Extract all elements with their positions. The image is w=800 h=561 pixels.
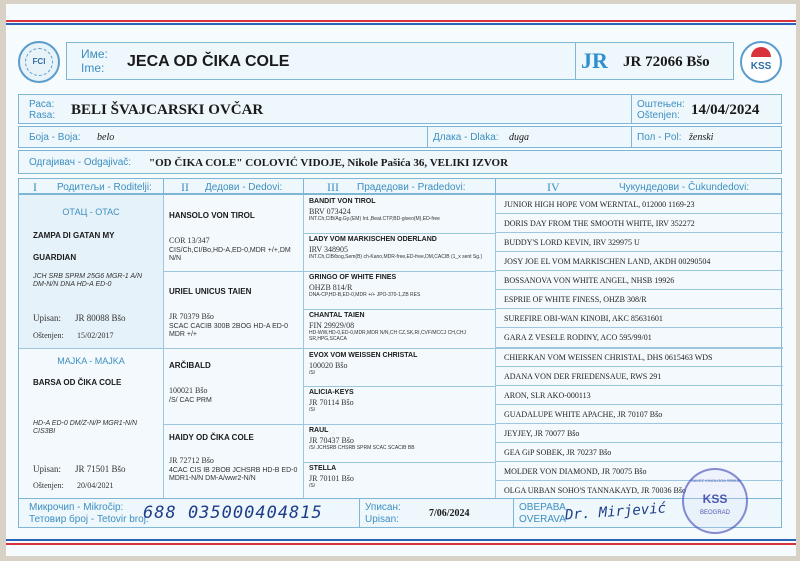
top-flag-stripes [6,20,796,27]
color-value: belo [97,132,115,143]
great-grandparent-6: ALICIA-KEYS JR 70114 Bšo /S/ [309,389,354,413]
grandparent-2: URIEL UNICUS TAIEN JR 70379 Bšo SCAC CACIB 300B 2BOG HD-A ED-0 MDR +/+ [169,287,289,338]
bottom-flag-stripes [6,539,796,546]
grandparent-1: HANSOLO VON TIROL COR 13/347 CIS/Ch,CI/Bo,HD-A,ED-0,MDR +/+,DM N/N [169,211,291,262]
dog-name: JECA OD ČIKA COLE [127,53,290,70]
great-grandparent-5: EVOX VOM WEISSEN CHRISTAL 100020 Bšo /S/ [309,352,418,376]
breed-value: BELI ŠVAJCARSKI OVČAR [71,102,264,118]
ancestor-iv-16: OLGA URBAN SOHO'S TANNAKAYD, JR 70036 Bšo [504,486,686,495]
kss-logo: KSS [740,41,782,83]
ancestor-iv-13: JEYJEY, JR 70077 Bšo [496,424,783,443]
ancestor-iv-2: DORIS DAY FROM THE SMOOTH WHITE, IRV 352272 [496,214,783,233]
fci-logo: FCI [18,41,60,83]
ancestor-iv-9: CHIERKAN VOM WEISSEN CHRISTAL, DHS 0615463 WDS [496,348,783,367]
ancestor-iv-1: JUNIOR HIGH HOPE VOM WERNTAL, 012000 1169-23 [496,195,783,214]
breeder-value: "OD ČIKA COLE" COLOVIĆ VIDOJE, Nikole Pašića 36, VELIKI IZVOR [149,157,509,169]
dam-cell: MAJKA - MAJKA BARSA OD ČIKA COLE HD-A ED-0 DM/Z-N/P MGR1-N/N CIS3BI Upisan: JR 71501 Bšo Oštenjen: 20/04/2021 [33,356,138,490]
dog-name-box [66,42,734,80]
sire-name: ZAMPA DI GATAN MY GUARDIAN [33,231,115,262]
breed-row: Раса: Rasa: BELI ŠVAJCARSKI OVČAR Оштењен: Oštenjen: 14/04/2024 [18,94,782,124]
grandparent-3: ARČIBALD 100021 Bšo /S/ CAC PRM [169,361,212,404]
great-grandparent-8: STELLA JR 70101 Bšo /S/ [309,465,354,489]
ancestor-iv-3: BUDDY'S LORD KEVIN, IRV 329975 U [496,233,783,252]
ancestor-iv-6: ESPRIE OF WHITE FINESS, OHZB 308/R [496,290,783,309]
whelp-date: 14/04/2024 [691,102,760,118]
coat-value: duga [509,132,529,143]
pedigree-certificate [6,4,796,556]
great-grandparent-7: RAUL JR 70437 Bšo /S/ JCHSRB CHSRB SPRM SCAC SCACIB BB [309,427,415,451]
color-row: Боја - Boja: belo Длака - Dlaka: duga Пол - Pol: ženski [18,126,782,148]
column-headers: I Родитељи - Roditelji: II Дедови - Dedovi: III Прадедови - Pradedovi: IV Чукундедови - Čukundedovi: [18,178,782,194]
breeder-row: Одгајивач - Odgajivač: "OD ČIKA COLE" COLOVIĆ VIDOJE, Nikole Pašića 36, VELIKI IZVOR [18,150,782,174]
ancestor-iv-11: ARON, SLR AKO-000113 [496,386,783,405]
sex-value: ženski [689,132,714,143]
sire-cell: ОТАЦ - OTAC ZAMPA DI GATAN MY GUARDIAN JCH SRB SPRM 25G6 MGR-1 A/N DM-N/N DNA HD-A ED-0 Upisan: JR 80088 Bšo Oštenjen: 15/02/2017 [19,195,163,348]
ancestor-iv-7: SUREFIRE OBI-WAN KINOBI, AKC 85631601 [496,309,783,328]
name-label-lat: Ime: [81,61,105,75]
great-grandparent-4: CHANTAL TAIEN FIN 29929/08 HD-WW,HD-0,ED-0,MDR,MDR N/N,CH CZ,SK,RI,CVF/MCCJ CH,CHJ SR,HPG,SCACA [309,312,466,342]
pedigree-table [18,194,782,500]
grandparent-4: HAIDY OD ČIKA COLE JR 72712 Bšo 4CAC CIS IB 2BOB JCHSRB HD-B ED-0 MDR1-N/N DM-A/wwr2-N/N [169,433,298,482]
great-grandparent-3: GRINGO OF WHITE FINES OHZB 814/R DNA-CP,HD-B,ED-0,MDR +/+ JPO-370-1,ZB RES [309,274,421,298]
ancestor-iv-12: GUADALUPE WHITE APACHE, JR 70107 Bšo [496,405,783,424]
great-grandparent-2: LADY VOM MARKISCHEN ODERLAND IRV 348905 INT.Ch,CIB/bog,Sem(B) ch-Kano,MDR-free,ED-free,DM,CACIB (1_x sent Sg.) [309,236,483,260]
great-grandparent-1: BANDIT VON TIROL BRV 073424 INT.Ch,CIB/Ag.Gy.(EM) Int.,Beat.CTP,BD-giveo(M),ED-free [309,198,440,222]
upisan-date: 7/06/2024 [429,508,470,519]
ancestor-iv-15: MOLDER VON DIAMOND, JR 70075 Bšo [496,462,783,481]
microchip-number: 688 035000404815 [143,503,323,523]
name-label-cyr: Име: [81,47,108,61]
ancestor-iv-8: GARA Z VESELE RODINY, ACO 595/99/01 [496,328,783,348]
ancestor-iv-5: BOSSANOVA VON WHITE ANGEL, NHSB 19926 [496,271,783,290]
signature: Dr. Mirjević [564,500,667,524]
footer-row: Микрочип - Mikročip: Тетовир број - Tetovir broj: 688 035000404815 Уписан: Upisan: 7/06/2024 ОВЕРАВА OVERAVA Dr. Mirjević [18,498,782,528]
registry-prefix: JR [581,48,608,73]
dam-name: BARSA OD ČIKA COLE [33,378,122,387]
ancestor-iv-4: JOSY JOE EL VOM MARKISCHEN LAND, AKDH 00290504 [496,252,783,271]
ancestors-iv-column [496,195,783,501]
ancestor-iv-14: GEA GiP SOBEK, JR 70237 Bšo [496,443,783,462]
ancestor-iv-10: ADANA VON DER FRIEDENSAUE, RWS 291 [496,367,783,386]
kss-stamp: SAVEZ KINOLOGA SRBIJE KSS BEOGRAD [682,468,748,534]
registration-number: JR 72066 Bšo [623,54,710,70]
